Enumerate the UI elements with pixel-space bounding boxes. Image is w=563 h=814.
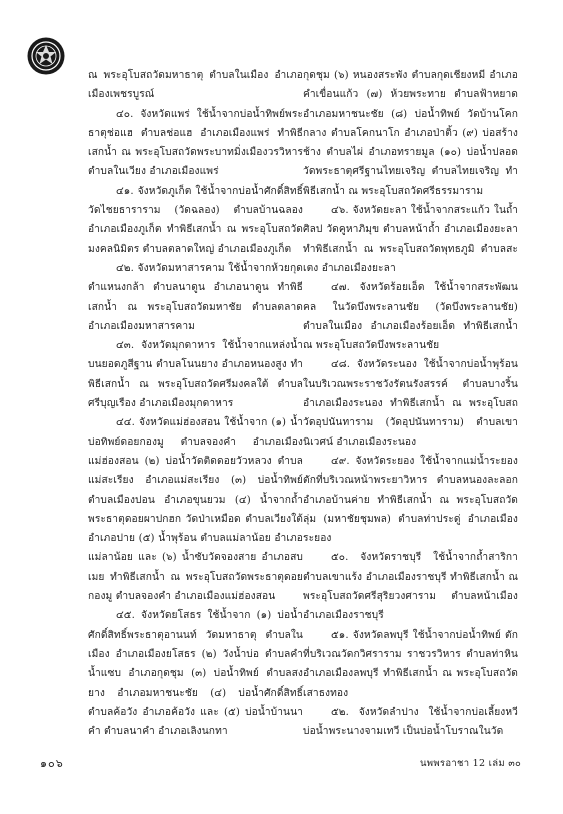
paragraph: ๔๑. จังหวัดภูเก็ต ใช้น้ำจากบ่อน้ำศักดิ์สิทธิ์วัดไชยธาราราม (วัดฉลอง) ตำบลบ้านฉลอง อำเภอเมืองภูเก็ต ทำพิธีเสกน้ำ ณ พระอุโบสถวัดมงคลนิมิตร ตำบลตลาดใหญ่ อำเภอเมืองภูเก็ต bbox=[88, 185, 303, 255]
paragraph: กุดชุม (๖) หนองสระพัง ตำบลกุดเชียงหมี อำเภอคำเขื่อนแก้ว (๗) ห้วยพระทาย ตำบลฟ้าหยาด อำเภอมหาชนะชัย (๘) บ่อน้ำทิพย์ วัดบ้านโคกกลาง ตำบลโคกนาโก อำเภอป่าติ้ว (๙) บ่อสร้างช้าง ตำบลไผ่ อำเภอทรายมูล (๑๐) บ่อน้ำปลอดวัดพระธาตุศรีฐานไทยเจริญ ตำบลไทยเจริญ ทำพิธีเสกน้ำ ณ พระอุโบสถวัดศรีธรรมาราม bbox=[303, 70, 518, 197]
paragraph: ๔๐. จังหวัดแพร่ ใช้น้ำจากบ่อน้ำทิพย์พระธาตุช่อแฮ ตำบลช่อแฮ อำเภอเมืองแพร่ ทำพิธีเสกน้ำ ณ พระอุโบสถวัดพระบาทมิ่งเมืองวรวิหาร ตำบลในเวียง อำเภอเมืองแพร่ bbox=[88, 108, 303, 178]
right-column bbox=[303, 66, 518, 741]
paragraph: ณ พระอุโบสถวัดมหาธาตุ ตำบลในเมือง อำเภอเมืองเพชรบูรณ์ bbox=[88, 70, 303, 101]
paragraph: ๕๒. จังหวัดลำปาง ใช้น้ำจากบ่อเลี้ยงหวีบ่อน้ำพระนางจามเทวี เป็นบ่อน้ำโบราณในวัด bbox=[303, 706, 518, 738]
left-column bbox=[88, 66, 303, 741]
running-footer: นพพรอาชา 12 เล่ม ๓๐ bbox=[420, 758, 522, 769]
paragraph: ๕๑. จังหวัดลพบุรี ใช้น้ำจากบ่อน้ำทิพย์ ตักที่บริเวณวัดกวิศราราม ราชวรวิหาร ตำบลท่าหิน อำเภอเมืองลพบุรี ทำพิธีเสกน้ำ ณ พระอุโบสถวัดเสาธงทอง bbox=[303, 629, 518, 699]
page-number: ๑๐๖ bbox=[40, 757, 64, 770]
paragraph: ๔๗. จังหวัดร้อยเอ็ด ใช้น้ำจากสระพัฒนคล ในวัดบึงพระลานชัย (วัดบึงพระลานชัย) ตำบลในเมือง อำเภอเมืองร้อยเอ็ด ทำพิธีเสกน้ำ ณ พระอุโบสถวัดบึงพระลานชัย bbox=[303, 282, 518, 352]
paragraph: ๔๓. จังหวัดมุกดาหาร ใช้น้ำจากแหล่งน้ำบนยอดภูสีฐาน ตำบลโนนยาง อำเภอหนองสูง ทำพิธีเสกน้ำ ณ พระอุโบสถวัดศรีมงคลใต้ ตำบลศรีบุญเรือง อำเภอเมืองมุกดาหาร bbox=[88, 340, 303, 410]
paragraph: ๔๔. จังหวัดแม่ฮ่องสอน ใช้น้ำจาก (๑) น้ำบ่อทิพย์ดอยกองมู ตำบลจองคำ อำเภอเมืองแม่ฮ่องสอน (๒) บ่อน้ำวัดติดดอยวัวหลวง ตำบลแม่สะเรียง อำเภอแม่สะเรียง (๓) บ่อน้ำทิพย์ ตำบลเมืองปอน อำเภอขุนยวม (๔) น้ำจากถ้ำพระธาตุดอยผาปกฮก วัดป่าเหมือด ตำบลเวียงใต้ อำเภอปาย (๕) น้ำพุร้อน ตำบลแม่ลาน้อย อำเภอแม่ลาน้อย และ (๖) น้ำซับวัดจองสาย อำเภอสบเมย ทำพิธีเสกน้ำ ณ พระอุโบสถวัดพระธาตุดอยกองมู ตำบลจองคำ อำเภอเมืองแม่ฮ่องสอน bbox=[88, 417, 303, 603]
paragraph: ๔๙. จังหวัดระยอง ใช้น้ำจากแม่น้ำระยอง ตักที่บริเวณหน้าพระยาวิหาร ตำบลหนองละลอก อำเภอบ้านค่าย ทำพิธีเสกน้ำ ณ พระอุโบสถวัดลุ่ม (มหาชัยชุมพล) ตำบลท่าประดู่ อำเภอเมืองระยอง bbox=[303, 455, 518, 545]
paragraph: ๔๒. จังหวัดมหาสารคาม ใช้น้ำจากห้วยกุดตำแหนงกล้า ตำบลนาดูน อำเภอนาดูน ทำพิธีเสกน้ำ ณ พระอุโบสถวัดมหาชัย ตำบลตลาด อำเภอเมืองมหาสารคาม bbox=[88, 262, 303, 332]
paragraph: ๔๘. จังหวัดระนอง ใช้น้ำจากบ่อน้ำพุร้อนในบริเวณพระราชวังรัตนรังสรรค์ ตำบลบางริ้น อำเภอเมืองระนอง ทำพิธีเสกน้ำ ณ พระอุโบสถวัดอุปนันทาราม (วัดอุปนันทาราม) ตำบลเขานิเวศน์ อำเภอเมืองระนอง bbox=[303, 359, 518, 448]
paragraph: ๔๖. จังหวัดยะลา ใช้น้ำจากสระแก้ว ในถ้ำศิลป วัดคูหาภิมุข ตำบลหน้าถ้ำ อำเภอเมืองยะลา ทำพิธีเสกน้ำ ณ พระอุโบสถวัดพุทธภูมิ ตำบลสะเตง อำเภอเมืองยะลา bbox=[303, 205, 518, 274]
paragraph: ๕๐. จังหวัดราชบุรี ใช้น้ำจากถ้ำสาริกา ตำบลเขาแร้ง อำเภอเมืองราชบุรี ทำพิธีเสกน้ำ ณ พระอุโบสถวัดศรีสุริยวงศาราม ตำบลหน้าเมือง อำเภอเมืองราชบุรี bbox=[303, 552, 518, 622]
paragraph: ๔๕. จังหวัดยโสธร ใช้น้ำจาก (๑) บ่อน้ำศักดิ์สิทธิ์พระธาตุอานนท์ วัดมหาธาตุ ตำบลในเมือง อำเภอเมืองยโสธร (๒) วังน้ำบ่อ ตำบลคำน้ำแซบ อำเภอกุดชุม (๓) บ่อน้ำทิพย์ ตำบลสงยาง อำเภอมหาชนะชัย (๔) บ่อน้ำศักดิ์สิทธิ์ ตำบลค้อวัง อำเภอค้อวัง และ (๕) บ่อน้ำบ้านนาคำ ตำบลนาคำ อำเภอเลิงนกทา bbox=[88, 610, 303, 738]
royal-emblem-icon bbox=[26, 36, 66, 76]
